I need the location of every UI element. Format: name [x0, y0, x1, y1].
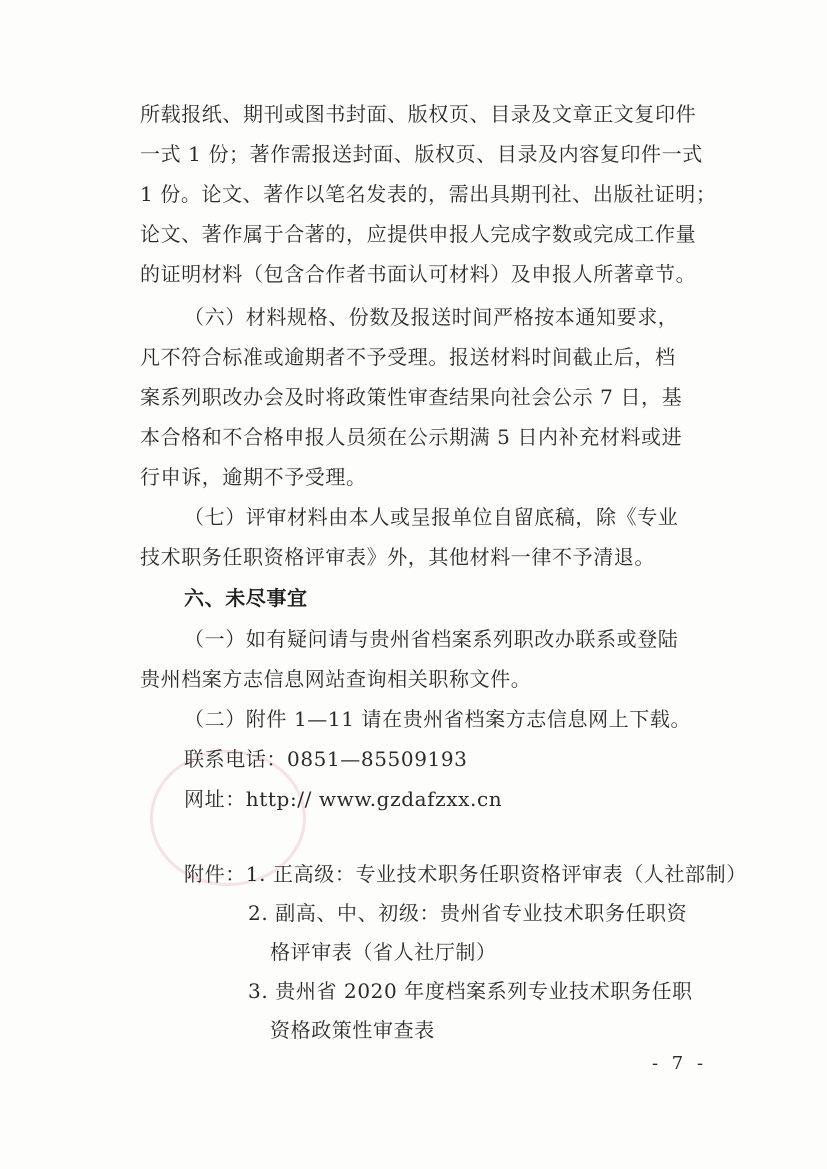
text-line: 技术职务任职资格评审表》外，其他材料一律不予清退。	[140, 545, 655, 569]
text-line: （六）材料规格、份数及报送时间严格按本通知要求，	[184, 305, 679, 329]
text-line: 本合格和不合格申报人员须在公示期满 5 日内补充材料或进	[140, 425, 683, 449]
text-line: 的证明材料（包含合作者书面认可材料）及申报人所著章节。	[140, 262, 697, 286]
section-heading: 六、未尽事宜	[184, 586, 308, 610]
attachment-item: 附件：1. 正高级：专业技术职务任职资格评审表（人社部制）	[184, 862, 747, 886]
attachment-item: 资格政策性审查表	[270, 1018, 435, 1042]
text-line: 行申诉，逾期不予受理。	[140, 465, 367, 489]
text-line: 凡不符合标准或逾期者不予受理。报送材料时间截止后，档	[140, 345, 676, 369]
attachment-item: 2. 副高、中、初级：贵州省专业技术职务任职资	[248, 901, 688, 925]
text-line: 所载报纸、期刊或图书封面、版权页、目录及文章正文复印件	[140, 102, 697, 126]
text-line: 案系列职改办会及时将政策性审查结果向社会公示 7 日，基	[140, 385, 683, 409]
website-url: 网址：http:// www.gzdafzxx.cn	[184, 787, 503, 811]
text-line: （七）评审材料由本人或呈报单位自留底稿，除《专业	[184, 505, 679, 529]
text-line: 贵州档案方志信息网站查询相关职称文件。	[140, 667, 532, 691]
page-number: - 7 -	[652, 1053, 708, 1074]
text-line: 1 份。论文、著作以笔名发表的，需出具期刊社、出版社证明；	[140, 182, 717, 206]
attachment-item: 3. 贵州省 2020 年度档案系列专业技术职务任职	[248, 979, 693, 1003]
text-line: 一式 1 份；著作需报送封面、版权页、目录及内容复印件一式	[140, 142, 703, 166]
text-line: （一）如有疑问请与贵州省档案系列职改办联系或登陆	[184, 627, 679, 651]
attachment-item: 格评审表（省人社厅制）	[270, 940, 497, 964]
contact-phone: 联系电话：0851—85509193	[184, 747, 468, 771]
text-line: （二）附件 1—11 请在贵州省档案方志信息网上下载。	[184, 707, 692, 731]
text-line: 论文、著作属于合著的，应提供申报人完成字数或完成工作量	[140, 222, 697, 246]
